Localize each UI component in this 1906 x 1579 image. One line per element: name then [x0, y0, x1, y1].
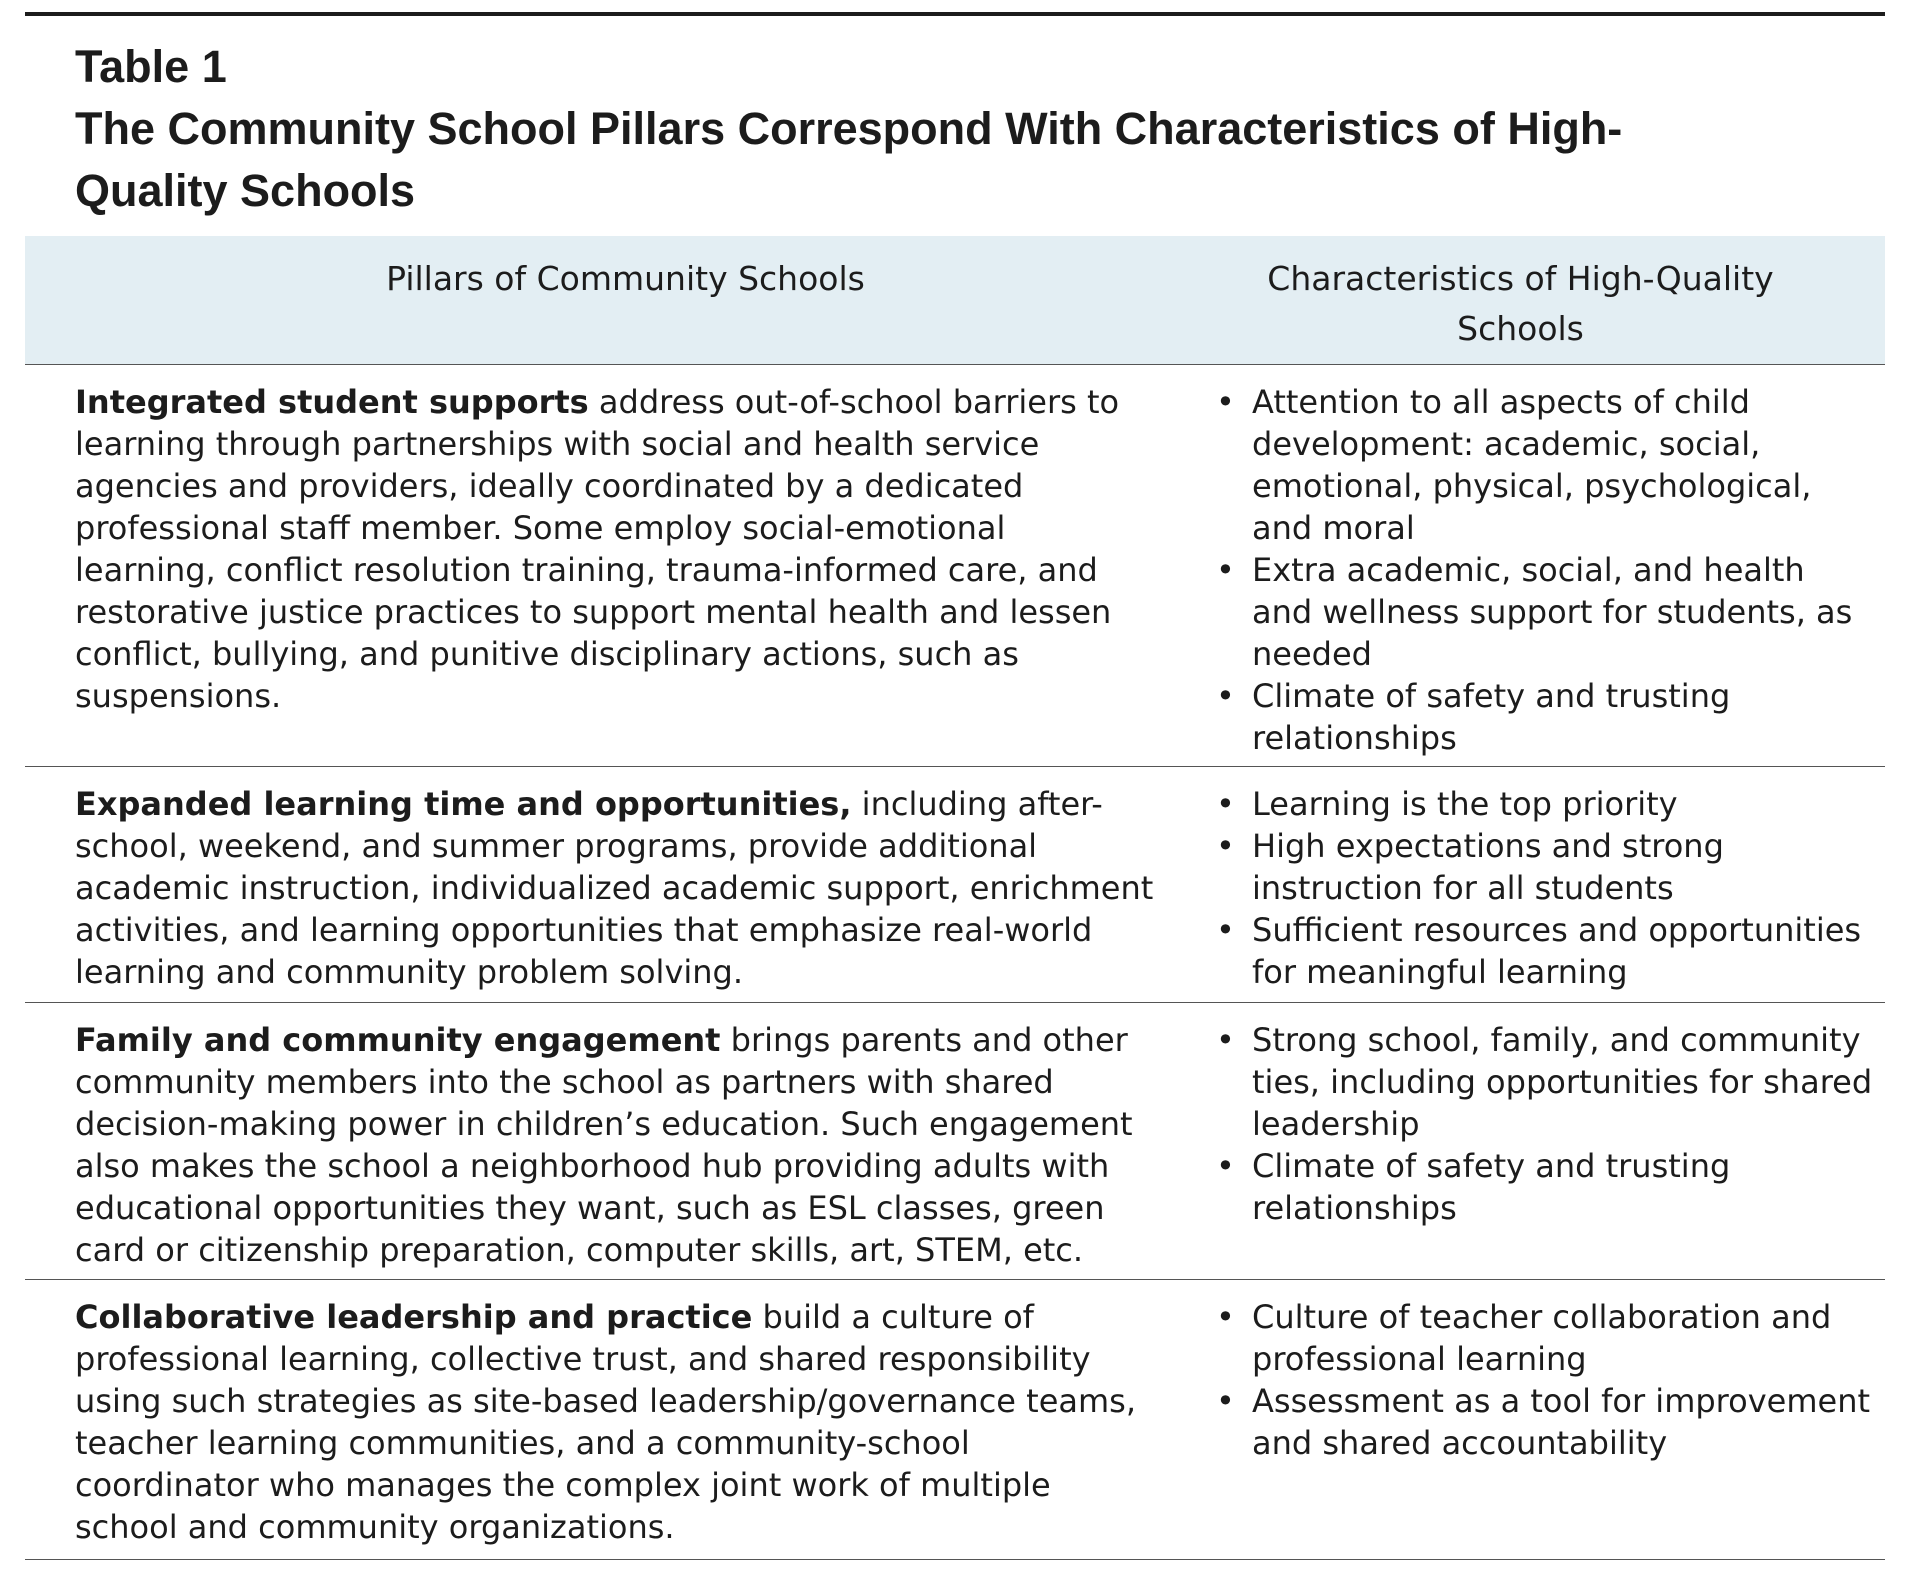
bullet-icon: • — [1216, 551, 1235, 589]
pillar-cell — [25, 365, 1176, 766]
table-row — [25, 365, 1885, 767]
characteristic-text: Climate of safety and trusting relationships — [1252, 677, 1731, 757]
pillar-name: Collaborative leadership and practice — [75, 1298, 753, 1336]
list-item — [1216, 381, 1875, 549]
table-row — [25, 1280, 1885, 1560]
list-item — [1216, 1380, 1875, 1464]
list-item — [1216, 783, 1875, 825]
list-item — [1216, 549, 1875, 675]
characteristic-text: Culture of teacher collaboration and professional learning — [1252, 1298, 1832, 1378]
characteristic-text: Extra academic, social, and health and wellness support for students, as needed — [1252, 551, 1853, 673]
bullet-icon: • — [1216, 1147, 1235, 1185]
bullet-icon: • — [1216, 383, 1235, 421]
characteristic-text: Attention to all aspects of child development: academic, social, emotional, physical, psychological, and moral — [1252, 383, 1812, 547]
table-label: Table 1 — [75, 41, 227, 92]
pillar-name: Integrated student supports — [75, 383, 589, 421]
pillar-cell — [25, 767, 1176, 1002]
list-item — [1216, 1019, 1875, 1145]
table-row — [25, 1003, 1885, 1280]
bullet-icon: • — [1216, 1298, 1235, 1336]
header-pillars: Pillars of Community Schools — [386, 259, 865, 298]
table-title: The Community School Pillars Correspond With Characteristics of High-Quality Schools — [75, 103, 1623, 216]
table-header-row — [25, 236, 1885, 365]
bullet-icon: • — [1216, 677, 1235, 715]
list-item — [1216, 1296, 1875, 1380]
pillar-name: Family and community engagement — [75, 1021, 721, 1059]
bullet-icon: • — [1216, 827, 1235, 865]
characteristic-text: Sufficient resources and opportunities for meaningful learning — [1252, 911, 1862, 991]
characteristics-cell — [1176, 1280, 1885, 1559]
table-row — [25, 767, 1885, 1003]
bullet-icon: • — [1216, 785, 1235, 823]
characteristic-text: High expectations and strong instruction for all students — [1252, 827, 1724, 907]
characteristic-text: Learning is the top priority — [1252, 785, 1678, 823]
list-item — [1216, 1145, 1875, 1229]
table-container — [25, 12, 1885, 1560]
header-characteristics: Characteristics of High-Quality Schools — [1267, 259, 1774, 348]
characteristic-text: Strong school, family, and community ties, including opportunities for shared leadership — [1252, 1021, 1873, 1143]
characteristics-list — [1216, 783, 1875, 993]
bullet-icon: • — [1216, 1021, 1235, 1059]
pillar-name: Expanded learning time and opportunities, — [75, 785, 852, 823]
characteristic-text: Assessment as a tool for improvement and shared accountability — [1252, 1382, 1871, 1462]
characteristics-list — [1216, 1019, 1875, 1229]
characteristic-text: Climate of safety and trusting relationships — [1252, 1147, 1731, 1227]
characteristics-cell — [1176, 767, 1885, 1002]
pillar-cell — [25, 1280, 1176, 1559]
characteristics-cell — [1176, 365, 1885, 766]
characteristics-list — [1216, 381, 1875, 759]
characteristics-list — [1216, 1296, 1875, 1464]
title-block — [25, 16, 1885, 236]
list-item — [1216, 909, 1875, 993]
pillar-description: including after-school, weekend, and summer programs, provide additional academic instruction, individualized academic support, enrichment activities, and learning opportunities that emphasize real-world learning and community problem solving. — [75, 785, 1154, 991]
bullet-icon: • — [1216, 911, 1235, 949]
pillar-description: build a culture of professional learning, collective trust, and shared responsibility using such strategies as site-based leadership/governance teams, teacher learning communities, and a community-school coordinator who manages the complex joint work of multiple school and community organizations. — [75, 1298, 1136, 1546]
pillar-description: brings parents and other community members into the school as partners with shared decision-making power in children’s education. Such engagement also makes the school a neighborhood hub providing adults with educational opportunities they want, such as ESL classes, green card or citizenship preparation, computer skills, art, STEM, etc. — [75, 1021, 1133, 1269]
bullet-icon: • — [1216, 1382, 1235, 1420]
characteristics-cell — [1176, 1003, 1885, 1279]
list-item — [1216, 825, 1875, 909]
pillar-description: address out-of-school barriers to learning through partnerships with social and health service agencies and providers, ideally coordinated by a dedicated professional staff member. Some employ social-emotional learning, conflict resolution training, trauma-informed care, and restorative justice practices to support mental health and lessen conflict, bullying, and punitive disciplinary actions, such as suspensions. — [75, 383, 1120, 715]
list-item — [1216, 675, 1875, 759]
pillar-cell — [25, 1003, 1176, 1279]
